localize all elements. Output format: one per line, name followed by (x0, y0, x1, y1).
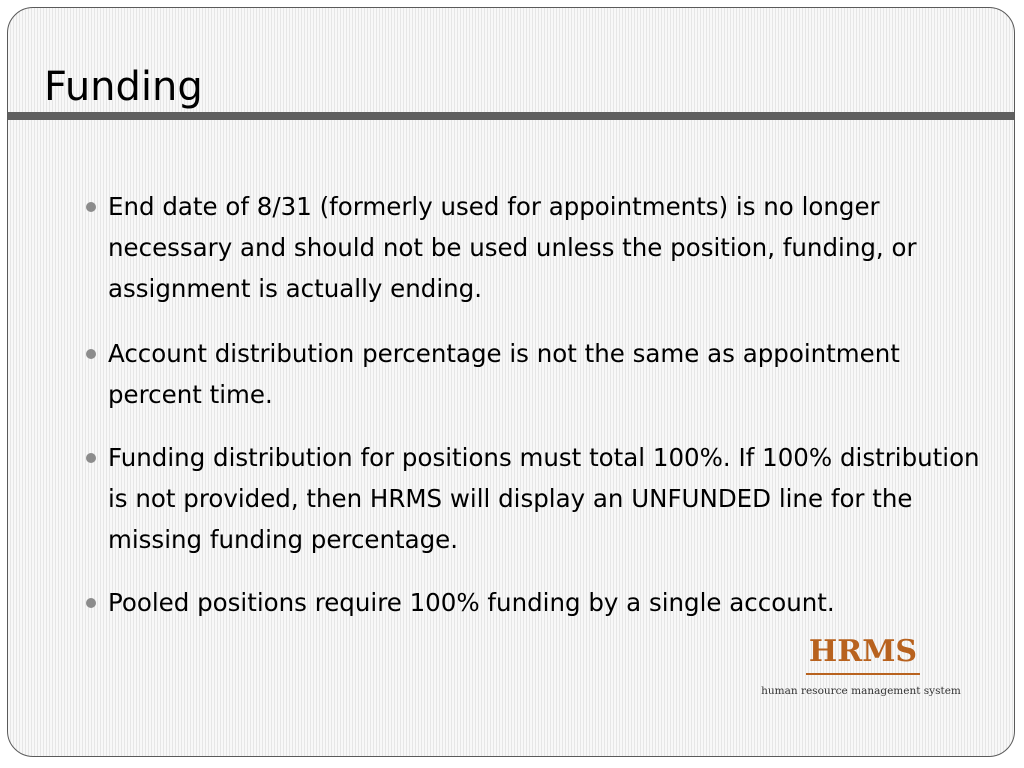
logo-underline (806, 673, 920, 675)
bullet-dot-icon (86, 202, 96, 212)
logo-tagline: human resource management system (761, 685, 961, 697)
title-divider (8, 112, 1015, 120)
bullet-text: Funding distribution for positions must total 100%. If 100% distribution is not provided, then HRMS will display an UNFUNDED line for the missing funding percentage. (108, 443, 980, 554)
bullet-dot-icon (86, 453, 96, 463)
bullet-item (86, 186, 986, 309)
bullet-text: Pooled positions require 100% funding by a single account. (108, 588, 835, 617)
bullet-list (86, 186, 986, 623)
bullet-text: End date of 8/31 (formerly used for appointments) is no longer necessary and should not be used unless the position, funding, or assignment is actually ending. (108, 192, 917, 303)
bullet-dot-icon (86, 598, 96, 608)
slide (7, 7, 1015, 757)
bullet-dot-icon (86, 349, 96, 359)
logo-wordmark: HRMS (808, 634, 918, 669)
bullet-item (86, 333, 986, 415)
slide-title: Funding (44, 64, 203, 110)
bullet-item (86, 437, 986, 560)
hrms-logo (746, 634, 976, 704)
bullet-item (86, 582, 986, 623)
bullet-text: Account distribution percentage is not the same as appointment percent time. (108, 339, 900, 409)
